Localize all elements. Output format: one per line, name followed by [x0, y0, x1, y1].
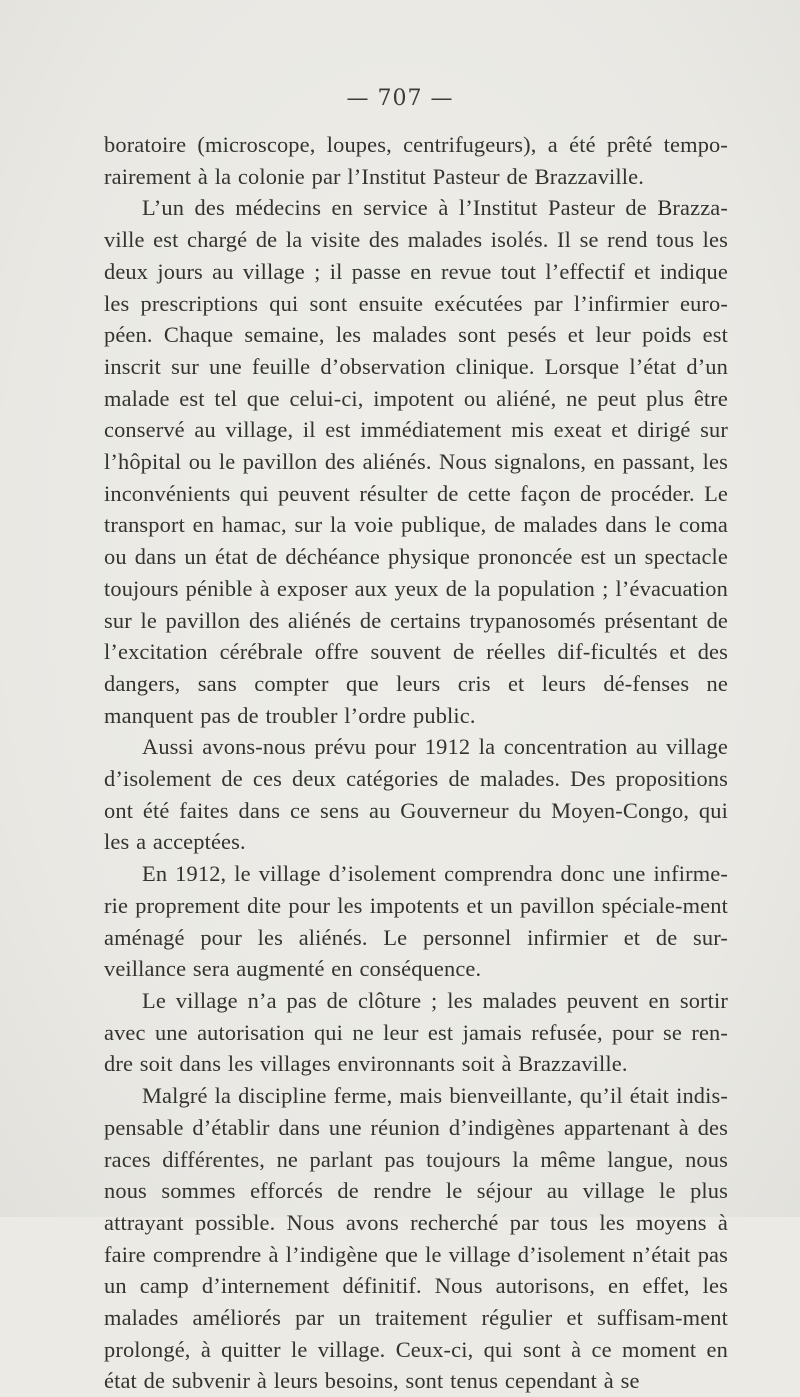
- paragraph-no-fence: Le village n’a pas de clôture ; les malades peuvent en sortir avec une autorisation qui ne leur est jamais refusée, pour se ren-dre soit dans les villages environnants soit à Brazzaville.: [104, 987, 728, 1077]
- paragraph-infirmary: En 1912, le village d’isolement comprendra donc une infirme-rie proprement dite pour les impotents et un pavillon spéciale-ment aménagé pour les aliénés. Le personnel infirmier et de sur-veillance sera augmenté en conséquence.: [104, 861, 728, 982]
- paragraph-visit-procedure: L’un des médecins en service à l’Institut Pasteur de Brazza-ville est chargé de la visite des malades isolés. Il se rend tous les deux jours au village ; il passe en revue tout l’effectif et indique les prescriptions qui sont ensuite exécutées par l’infirmier euro-péen. Chaque semaine, les malades sont pesés et leur poids est inscrit sur une feuille d’observation clinique. Lorsque l’état d’un malade est tel que celui-ci, impotent ou aliéné, ne peut plus être conservé au village, il est immédiatement mis exeat et dirigé sur l’hôpital ou le pavillon des aliénés. Nous signalons, en passant, les inconvénients qui peuvent résulter de cette façon de procéder. Le transport en hamac, sur la voie publique, de malades dans le coma ou dans un état de déchéance physique prononcée est un spectacle toujours pénible à exposer aux yeux de la population ; l’évacuation sur le pavillon des aliénés de certains trypanosomés présentant de l’excitation cérébrale offre souvent de réelles dif-ficultés et des dangers, sans compter que leurs cris et leurs dé-fenses ne manquent pas de troubler l’ordre public.: [104, 195, 728, 728]
- paragraph-concentration-1912: Aussi avons-nous prévu pour 1912 la concentration au village d’isolement de ces deux catégories de malades. Des propositions ont été faites dans ce sens au Gouverneur du Moyen-Congo, qui les a acceptées.: [104, 734, 728, 855]
- body-text: [104, 129, 728, 1397]
- paragraph-continuation: boratoire (microscope, loupes, centrifugeurs), a été prêté tempo-rairement à la colonie par l’Institut Pasteur de Brazzaville.: [104, 132, 728, 189]
- paragraph-discipline: Malgré la discipline ferme, mais bienveillante, qu’il était indis-pensable d’établir dans une réunion d’indigènes appartenant à des races différentes, ne parlant pas toujours la même langue, nous nous sommes efforcés de rendre le séjour au village le plus attrayant possible. Nous avons recherché par tous les moyens à faire comprendre à l’indigène que le village d’isolement n’était pas un camp d’internement définitif. Nous autorisons, en effet, les malades améliorés par un traitement régulier et suffisam-ment prolongé, à quitter le village. Ceux-ci, qui sont à ce moment en état de subvenir à leurs besoins, sont tenus cependant à se: [104, 1083, 728, 1394]
- page-number: — 707 —: [346, 86, 454, 111]
